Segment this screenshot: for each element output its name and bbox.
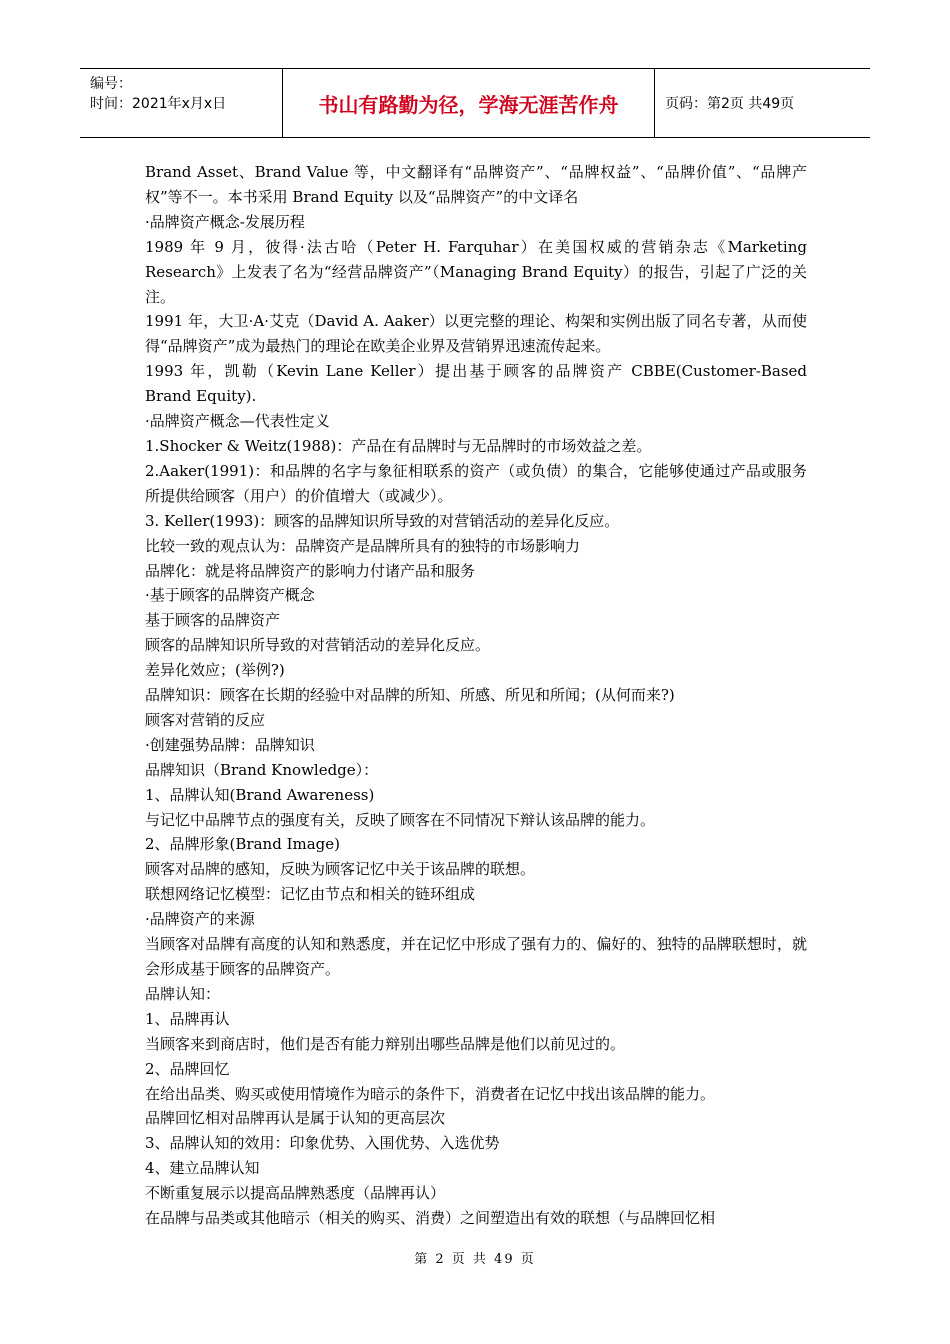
document-time-label: 时间：2021年x月x日 <box>90 96 227 112</box>
paragraph: 品牌认知： <box>145 984 221 1003</box>
section-heading: ·品牌资产概念-发展历程 <box>145 212 305 231</box>
paragraph: 2、品牌形象(Brand Image) <box>145 835 340 854</box>
paragraph: 当顾客来到商店时，他们是否有能力辩别出哪些品牌是他们以前见过的。 <box>145 1034 626 1053</box>
paragraph: 2.Aaker(1991)：和品牌的名字与象征相联系的资产（或负债）的集合，它能够使通过产品或服务所提供给顾客（用户）的价值增大（或减少）。 <box>145 461 807 505</box>
paragraph: 1989 年 9 月，彼得·法古哈（Peter H. Farquhar）在美国权威的营销杂志《Marketing Research》上发表了名为“经营品牌资产”（Managing Brand Equity）的报告，引起了广泛的关注。 <box>145 237 807 306</box>
page-footer: 第 2 页 共 49 页 <box>414 1252 536 1267</box>
paragraph: 1991 年，大卫·A·艾克（David A. Aaker）以更完整的理论、构架和实例出版了同名专著，从而使得“品牌资产”成为最热门的理论在欧美企业界及营销界迅速流传起来。 <box>145 312 807 356</box>
paragraph: 顾客对品牌的感知，反映为顾客记忆中关于该品牌的联想。 <box>145 860 536 879</box>
section-heading: ·品牌资产概念—代表性定义 <box>145 412 330 431</box>
paragraph: 不断重复展示以提高品牌熟悉度（品牌再认） <box>145 1184 446 1203</box>
paragraph: 4、建立品牌认知 <box>145 1159 260 1178</box>
paragraph: 1、品牌认知(Brand Awareness) <box>145 785 375 804</box>
section-heading: ·创建强势品牌：品牌知识 <box>145 735 315 754</box>
paragraph: 3. Keller(1993)：顾客的品牌知识所导致的对营销活动的差异化反应。 <box>145 511 620 530</box>
header-slogan: 书山有路勤为径，学海无涯苦作舟 <box>283 69 655 137</box>
paragraph: 与记忆中品牌节点的强度有关，反映了顾客在不同情况下辩认该品牌的能力。 <box>145 810 656 829</box>
paragraph: 3、品牌认知的效用：印象优势、入围优势、入选优势 <box>145 1134 500 1153</box>
document-body <box>145 160 807 1231</box>
paragraph: 比较一致的观点认为：品牌资产是品牌所具有的独特的市场影响力 <box>145 536 581 555</box>
paragraph: 1.Shocker & Weitz(1988)：产品在有品牌时与无品牌时的市场效益之差。 <box>145 436 652 455</box>
paragraph: Brand Asset、Brand Value 等，中文翻译有“品牌资产”、“品牌权益”、“品牌价值”、“品牌产权”等不一。本书采用 Brand Equity 以及“品牌资产”的中文译名 <box>145 163 807 206</box>
section-heading: ·基于顾客的品牌资产概念 <box>145 586 315 605</box>
paragraph: 品牌化：就是将品牌资产的影响力付诸产品和服务 <box>145 561 476 580</box>
paragraph: 1、品牌再认 <box>145 1009 230 1028</box>
paragraph: 在给出品类、购买或使用情境作为暗示的条件下，消费者在记忆中找出该品牌的能力。 <box>145 1084 716 1103</box>
paragraph: 品牌知识：顾客在长期的经验中对品牌的所知、所感、所见和所闻；(从何而来?) <box>145 686 675 705</box>
paragraph: 基于顾客的品牌资产 <box>145 611 281 630</box>
paragraph: 当顾客对品牌有高度的认知和熟悉度，并在记忆中形成了强有力的、偏好的、独特的品牌联想时，就会形成基于顾客的品牌资产。 <box>145 935 807 978</box>
paragraph: 联想网络记忆模型：记忆由节点和相关的链环组成 <box>145 885 476 904</box>
paragraph: 品牌知识（Brand Knowledge）： <box>145 760 379 779</box>
paragraph: 差异化效应；(举例?) <box>145 661 285 680</box>
paragraph: 品牌回忆相对品牌再认是属于认知的更高层次 <box>145 1109 446 1128</box>
header-meta <box>80 69 283 137</box>
paragraph: 顾客对营销的反应 <box>145 710 266 729</box>
section-heading: ·品牌资产的来源 <box>145 910 255 929</box>
paragraph: 顾客的品牌知识所导致的对营销活动的差异化反应。 <box>145 636 491 655</box>
document-code-label: 编号： <box>90 76 132 92</box>
paragraph: 1993 年，凯勒（Kevin Lane Keller）提出基于顾客的品牌资产 CBBE(Customer-Based Brand Equity). <box>145 362 807 406</box>
page-header <box>80 68 870 138</box>
paragraph: 2、品牌回忆 <box>145 1059 230 1078</box>
paragraph: 在品牌与品类或其他暗示（相关的购买、消费）之间塑造出有效的联想（与品牌回忆相 <box>145 1209 716 1228</box>
header-page-info: 页码：第2页 共49页 <box>665 96 795 112</box>
